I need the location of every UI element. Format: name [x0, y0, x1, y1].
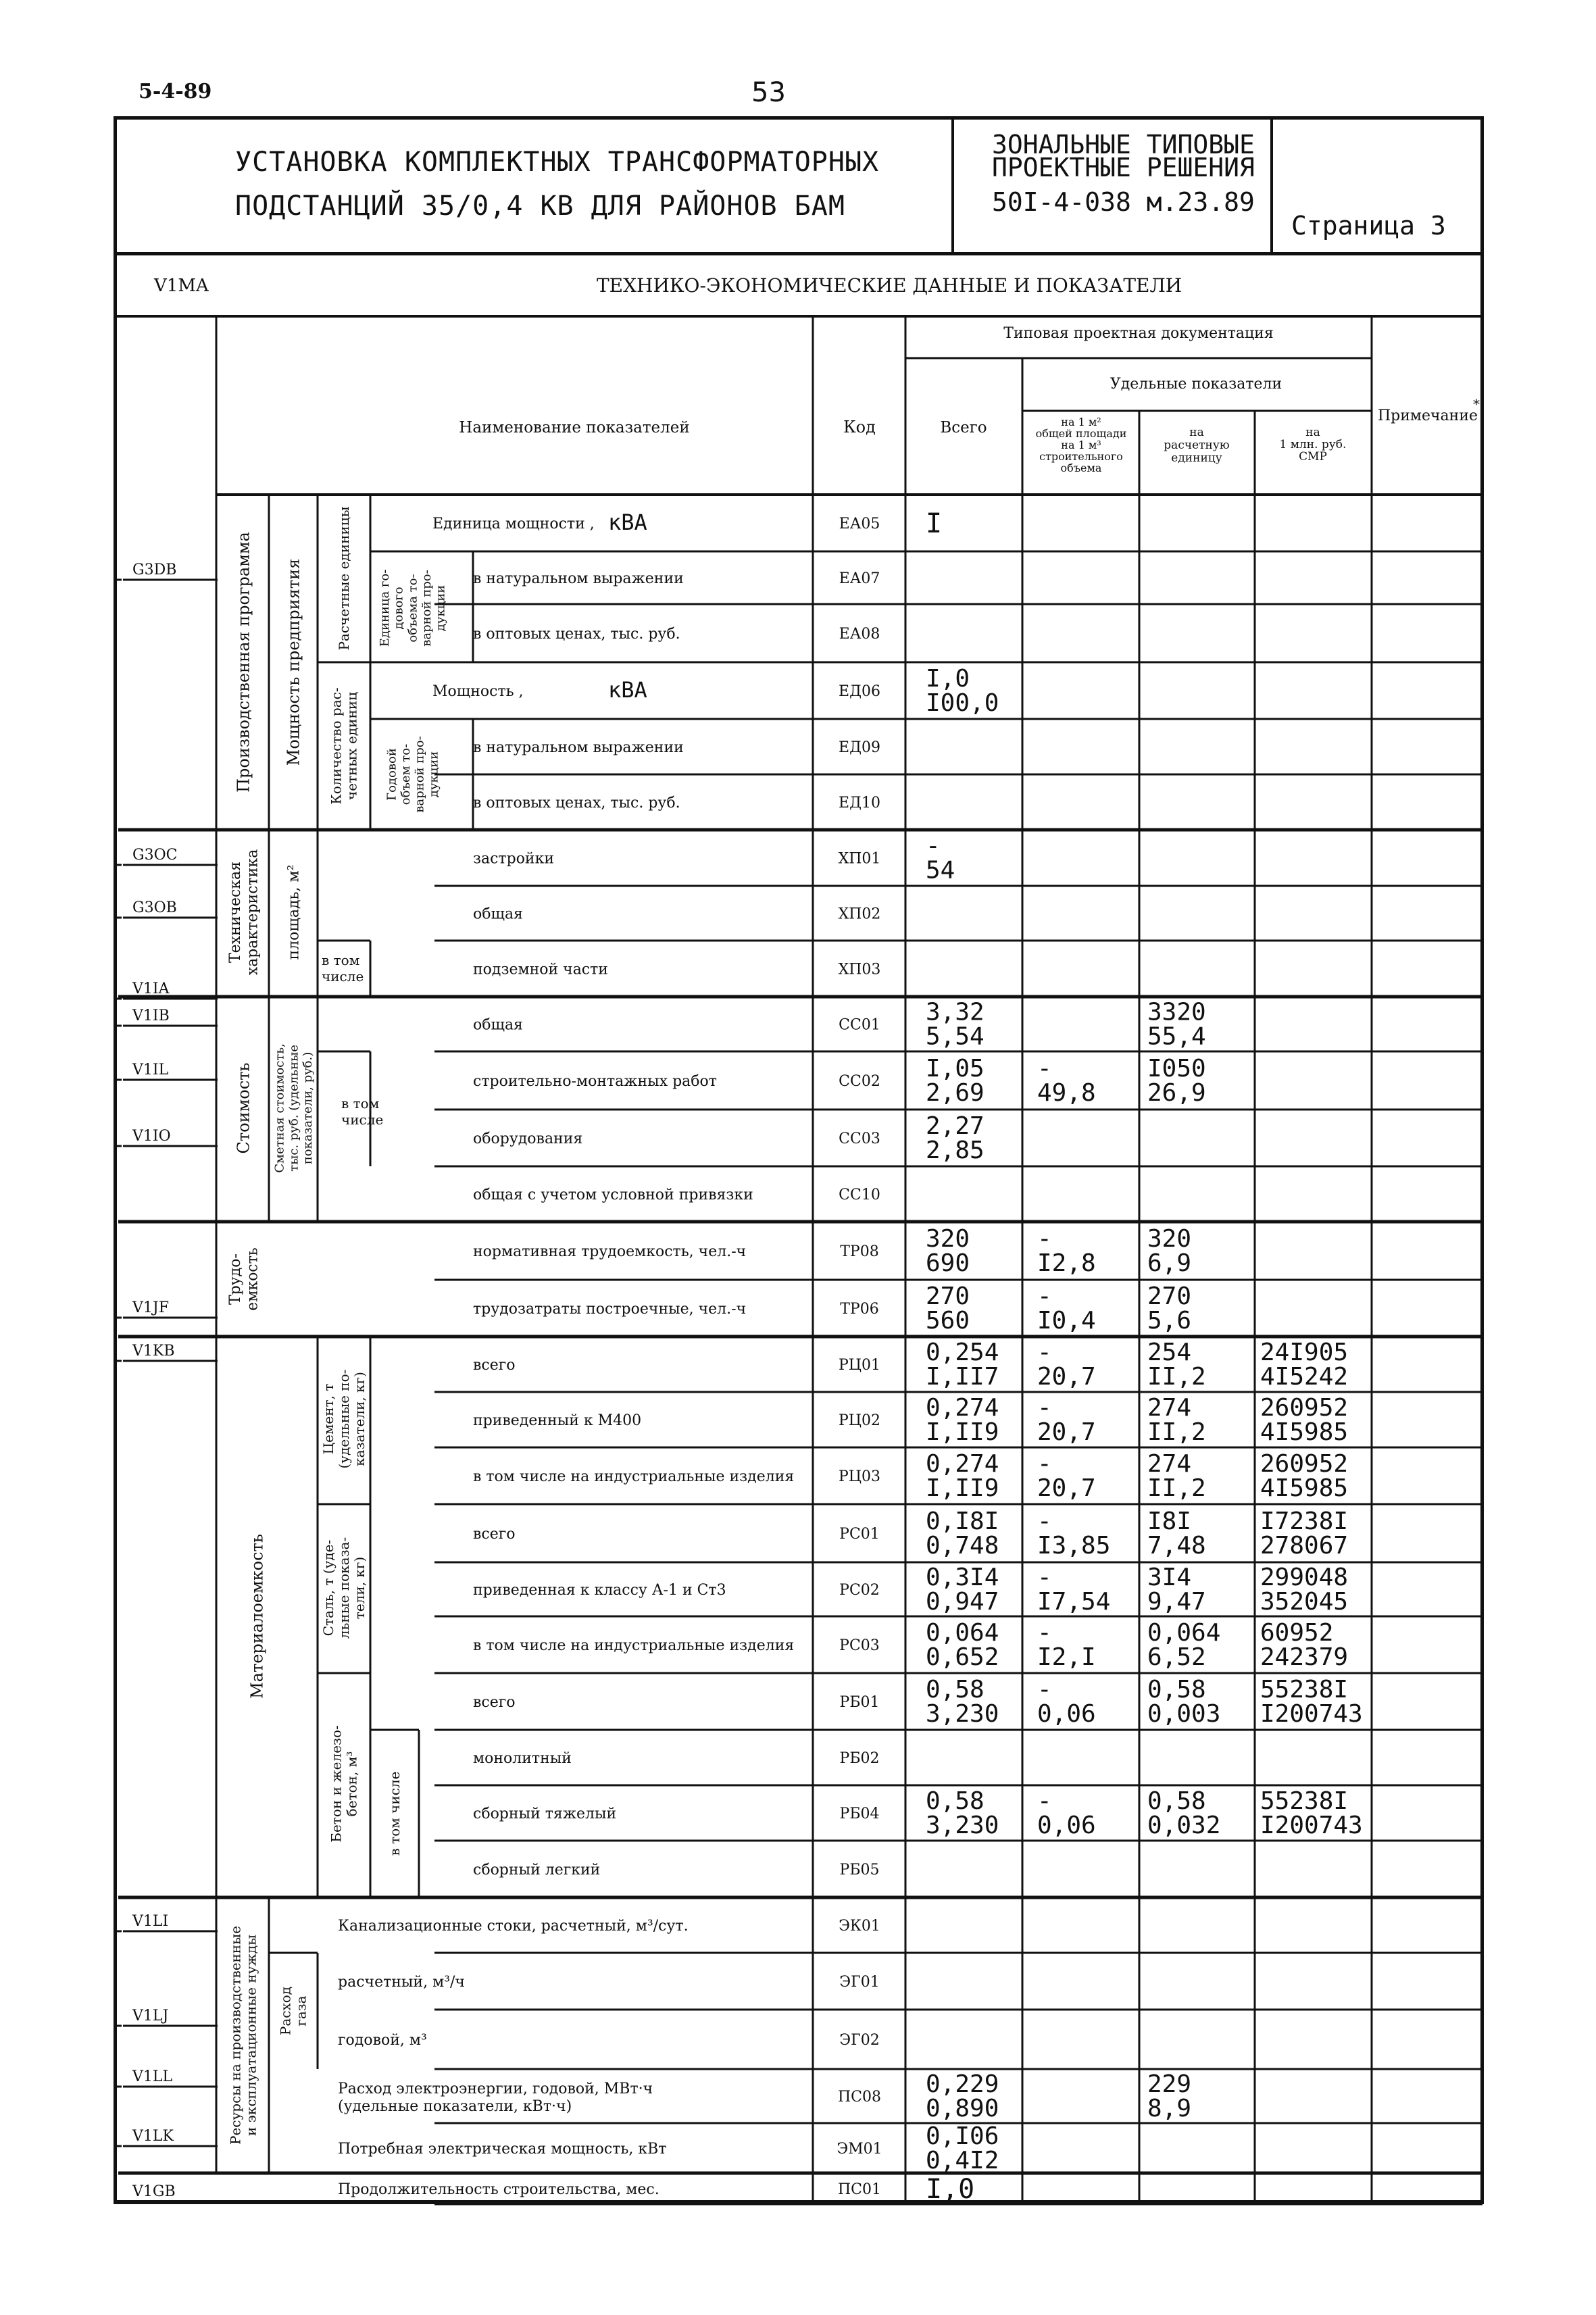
- row-total: I,0: [926, 2174, 975, 2205]
- group-capacity: Мощность предприятия: [284, 558, 303, 766]
- row-per-unit: 5,6: [1147, 1307, 1192, 1335]
- row-unit: кВА: [608, 509, 647, 535]
- row-code: РЦ01: [839, 1357, 880, 1374]
- row-code: ЭГ01: [839, 1974, 880, 1991]
- row-name: в оптовых ценах, тыс. руб.: [473, 626, 680, 643]
- row-per-unit: II,2: [1147, 1363, 1206, 1391]
- group-cement: (удельные по-: [336, 1369, 352, 1469]
- row-name: Единица мощности ,: [432, 516, 595, 532]
- row-per-unit: II,2: [1147, 1418, 1206, 1446]
- row-per-mln: 260952: [1260, 1394, 1349, 1422]
- row-code: РБ05: [839, 1862, 880, 1878]
- col-per-mln-header: на: [1305, 426, 1320, 439]
- row-code: ЭГ02: [839, 2032, 880, 2049]
- row-total: 560: [926, 1307, 970, 1335]
- group-qty-units: Количество рас-: [328, 687, 345, 805]
- col-typical-header: Типовая проектная документация: [1003, 325, 1274, 342]
- row-code: ЕД10: [839, 795, 880, 812]
- row-code: ХП01: [838, 850, 881, 868]
- side-code: V1LJ: [132, 2008, 169, 2024]
- document-date: 5-4-89: [139, 80, 212, 103]
- row-per-m2: 20,7: [1037, 1474, 1096, 1502]
- row-per-mln: I7238I: [1260, 1508, 1349, 1535]
- row-name: нормативная трудоемкость, чел.-ч: [473, 1243, 747, 1260]
- row-per-m2: -: [1037, 1394, 1052, 1422]
- row-code: ЕД06: [839, 683, 880, 700]
- row-code: РЦ02: [839, 1412, 880, 1429]
- row-total: 0,4I2: [926, 2147, 999, 2174]
- group-labor: Трудо-: [227, 1253, 245, 1305]
- group-cement: Цемент, т: [320, 1383, 336, 1455]
- group-steel: льные показа-: [336, 1537, 352, 1639]
- row-name: приведенная к классу А-1 и Ст3: [473, 1582, 726, 1599]
- row-name: строительно-монтажных работ: [473, 1073, 717, 1090]
- row-name: подземной части: [473, 961, 608, 978]
- group-prod-program: Производственная программа: [234, 532, 253, 793]
- group-material: Материалоемкость: [247, 1534, 267, 1699]
- row-name: оборудования: [473, 1130, 583, 1147]
- side-code: V1JF: [132, 1299, 169, 1316]
- side-code: V1KB: [132, 1343, 175, 1360]
- row-per-m2: 0,06: [1037, 1812, 1096, 1839]
- col-per-mln-header: СМР: [1299, 450, 1327, 464]
- row-total: 0,229: [926, 2070, 999, 2098]
- row-per-unit: 270: [1147, 1283, 1192, 1310]
- row-total: 0,58: [926, 1676, 984, 1703]
- row-name: приведенный к М400: [473, 1412, 642, 1429]
- row-total: 54: [926, 856, 955, 885]
- group-annual-volume: варной про-: [412, 736, 427, 813]
- col-per-m2-header: на 1 м²: [1061, 416, 1101, 428]
- row-total: 0,I8I: [926, 1508, 999, 1535]
- group-qty-units: четных единиц: [343, 691, 360, 801]
- row-total: 2,85: [926, 1137, 984, 1164]
- row-per-unit: 26,9: [1147, 1079, 1206, 1107]
- row-code: ПС01: [837, 2181, 882, 2198]
- group-incl-concrete: в том числе: [386, 1771, 403, 1856]
- row-per-m2: 0,06: [1037, 1700, 1096, 1728]
- group-labor: емкость: [244, 1247, 261, 1311]
- group-resources: Ресурсы на производственные: [227, 1926, 244, 2145]
- row-total: 690: [926, 1249, 970, 1277]
- row-per-m2: -: [1037, 1225, 1052, 1253]
- row-total: I: [926, 508, 943, 539]
- row-total: 5,54: [926, 1022, 984, 1051]
- row-name: в натуральном выражении: [473, 570, 684, 587]
- row-total: 0,254: [926, 1339, 999, 1366]
- row-name: сборный легкий: [473, 1862, 601, 1878]
- col-per-mln-header: 1 млн. руб.: [1279, 438, 1347, 451]
- section-code: V1MA: [154, 276, 209, 296]
- row-total: I,II9: [926, 1474, 999, 1502]
- row-per-unit: 0,58: [1147, 1787, 1206, 1815]
- row-name: в том числе на индустриальные изделия: [473, 1637, 795, 1654]
- row-total: 0,58: [926, 1787, 984, 1815]
- side-code: V1LK: [132, 2128, 174, 2145]
- row-name: Потребная электрическая мощность, кВт: [338, 2141, 667, 2158]
- group-annual-unit: дового: [391, 587, 406, 630]
- col-per-m2-header: на 1 м³: [1061, 439, 1101, 451]
- row-per-unit: 254: [1147, 1339, 1192, 1366]
- row-per-mln: I200743: [1260, 1700, 1363, 1728]
- col-per-m2-header: объема: [1060, 462, 1102, 474]
- row-code: СС01: [839, 1016, 880, 1034]
- row-per-unit: 8,9: [1147, 2095, 1192, 2122]
- side-code: G3OB: [132, 899, 177, 916]
- row-total: 0,274: [926, 1450, 999, 1478]
- row-code: ТР08: [840, 1243, 879, 1260]
- row-name: застройки: [473, 850, 555, 868]
- side-code: V1IA: [132, 980, 170, 997]
- row-total: 0,748: [926, 1532, 999, 1560]
- col-per-unit-header: единицу: [1171, 451, 1222, 465]
- row-name: Мощность ,: [432, 683, 524, 700]
- row-name: всего: [473, 1694, 516, 1711]
- row-per-unit: 0,032: [1147, 1812, 1221, 1839]
- row-per-m2: -: [1037, 1339, 1052, 1366]
- group-incl: в том: [322, 952, 360, 968]
- row-name: Расход электроэнергии, годовой, МВт·ч: [338, 2081, 653, 2097]
- group-gas: Расход: [277, 1986, 294, 2036]
- row-code: РС03: [839, 1637, 880, 1654]
- row-name: в том числе на индустриальные изделия: [473, 1468, 795, 1485]
- row-per-unit: 3I4: [1147, 1564, 1192, 1591]
- row-code: РБ04: [839, 1806, 880, 1822]
- row-per-unit: 3320: [1147, 998, 1206, 1026]
- page-label: Страница 3: [1291, 211, 1446, 241]
- side-code: G3DB: [132, 562, 177, 578]
- section-title: ТЕХНИКО-ЭКОНОМИЧЕСКИЕ ДАННЫЕ И ПОКАЗАТЕЛИ: [597, 274, 1182, 297]
- row-per-unit: 6,9: [1147, 1249, 1192, 1277]
- row-total: 2,69: [926, 1079, 984, 1107]
- col-code-header: Код: [843, 418, 876, 437]
- group-concrete: бетон, м³: [343, 1751, 360, 1817]
- row-per-m2: I0,4: [1037, 1307, 1096, 1335]
- row-name: Продолжительность строительства, мес.: [338, 2181, 659, 2198]
- side-code: G3OC: [132, 847, 178, 864]
- row-per-unit: 0,58: [1147, 1676, 1206, 1703]
- row-per-mln: 260952: [1260, 1450, 1349, 1478]
- row-total: I,II7: [926, 1363, 999, 1391]
- row-unit: кВА: [608, 677, 647, 703]
- row-total: 3,230: [926, 1812, 999, 1839]
- row-total: I,05: [926, 1055, 984, 1082]
- group-tech-char: характеристика: [244, 849, 261, 976]
- row-code: ЭК01: [839, 1918, 880, 1935]
- group-steel: тели, кг): [351, 1556, 368, 1620]
- row-per-unit: 7,48: [1147, 1532, 1206, 1560]
- row-total: I00,0: [926, 689, 999, 717]
- row-code: ЕА05: [839, 516, 880, 532]
- row-per-unit: 274: [1147, 1450, 1192, 1478]
- row-code: ЕА07: [839, 570, 880, 587]
- row-per-m2: I2,8: [1037, 1249, 1096, 1277]
- row-per-mln: 55238I: [1260, 1676, 1349, 1703]
- row-code: СС02: [839, 1073, 880, 1090]
- row-per-unit: 274: [1147, 1394, 1192, 1422]
- row-name: расчетный, м³/ч: [338, 1974, 465, 1991]
- row-per-mln: 4I5242: [1260, 1363, 1349, 1391]
- row-total: 0,3I4: [926, 1564, 999, 1591]
- row-total: 0,064: [926, 1619, 999, 1647]
- row-per-m2: -: [1037, 1787, 1052, 1815]
- group-cost: Стоимость: [234, 1062, 253, 1154]
- row-name: Канализационные стоки, расчетный, м³/сут.: [338, 1918, 689, 1935]
- row-total: I,II9: [926, 1418, 999, 1446]
- row-per-m2: -: [1037, 1564, 1052, 1591]
- row-per-m2: I2,I: [1037, 1643, 1096, 1671]
- col-specific-header: Удельные показатели: [1109, 376, 1282, 393]
- row-code: РС01: [839, 1526, 880, 1543]
- group-annual-unit: дукции: [433, 584, 448, 632]
- row-per-m2: -: [1037, 1619, 1052, 1647]
- row-per-m2: -: [1037, 1676, 1052, 1703]
- row-code: ТР06: [840, 1301, 879, 1318]
- row-name: всего: [473, 1526, 516, 1543]
- row-code: РЦ03: [839, 1468, 880, 1485]
- row-name: всего: [473, 1357, 516, 1374]
- group-annual-unit: объема то-: [405, 574, 420, 643]
- row-per-mln: 55238I: [1260, 1787, 1349, 1815]
- row-code: ХП02: [838, 905, 881, 923]
- side-code: V1GB: [132, 2183, 176, 2200]
- group-resources: и эксплуатационные нужды: [243, 1934, 259, 2137]
- row-per-m2: -: [1037, 1055, 1052, 1082]
- row-per-mln: 278067: [1260, 1532, 1349, 1560]
- row-total: -: [926, 832, 941, 860]
- row-total: 0,652: [926, 1643, 999, 1671]
- row-per-unit: 55,4: [1147, 1022, 1206, 1051]
- row-total: 3,32: [926, 998, 984, 1026]
- row-name: общая: [473, 1016, 523, 1034]
- col-per-m2-header: строительного: [1039, 450, 1123, 463]
- group-annual-volume: объем то-: [398, 743, 413, 805]
- row-per-mln: 24I905: [1260, 1339, 1349, 1366]
- row-per-m2: I3,85: [1037, 1532, 1111, 1560]
- row-per-m2: 20,7: [1037, 1418, 1096, 1446]
- row-per-unit: I8I: [1147, 1508, 1192, 1535]
- group-incl: числе: [322, 968, 364, 985]
- series-line-1: ЗОНАЛЬНЫЕ ТИПОВЫЕ: [992, 130, 1255, 159]
- row-per-unit: II,2: [1147, 1474, 1206, 1502]
- group-annual-unit: Единица го-: [377, 569, 392, 647]
- title-line-2: ПОДСТАНЦИЙ 35/0,4 КВ ДЛЯ РАЙОНОВ БАМ: [235, 191, 845, 222]
- row-name: сборный тяжелый: [473, 1806, 617, 1822]
- row-code: ЕА08: [839, 626, 880, 643]
- row-per-m2: 49,8: [1037, 1079, 1096, 1107]
- row-total: 270: [926, 1283, 970, 1310]
- col-per-unit-header: расчетную: [1164, 439, 1230, 452]
- row-total: 3,230: [926, 1700, 999, 1728]
- row-per-m2: I7,54: [1037, 1588, 1111, 1616]
- row-name: годовой, м³: [338, 2032, 427, 2049]
- group-est-cost: тыс. руб. (удельные: [286, 1045, 301, 1172]
- row-per-unit: I050: [1147, 1055, 1206, 1082]
- col-name-header: Наименование показателей: [459, 419, 690, 437]
- group-concrete: Бетон и железо-: [328, 1725, 345, 1843]
- group-tech-char: Техническая: [227, 861, 245, 964]
- row-per-m2: -: [1037, 1283, 1052, 1310]
- row-per-unit: 0,064: [1147, 1619, 1221, 1647]
- row-per-mln: 60952: [1260, 1619, 1334, 1647]
- col-per-m2-header: общей площади: [1035, 427, 1127, 440]
- row-per-mln: 299048: [1260, 1564, 1349, 1591]
- row-per-mln: I200743: [1260, 1812, 1363, 1839]
- row-name: трудозатраты построечные, чел.-ч: [473, 1301, 747, 1318]
- row-total: 0,I06: [926, 2122, 999, 2150]
- row-name: общая: [473, 905, 523, 923]
- side-code: V1LL: [132, 2068, 173, 2085]
- row-code: РБ01: [839, 1694, 880, 1711]
- col-note-header: Примечание: [1377, 407, 1478, 424]
- row-total: 0,274: [926, 1394, 999, 1422]
- side-code: V1IL: [132, 1062, 169, 1078]
- row-per-m2: -: [1037, 1508, 1052, 1535]
- row-code: СС10: [839, 1187, 880, 1203]
- row-per-unit: 320: [1147, 1225, 1192, 1253]
- col-total-header: Всего: [940, 419, 987, 437]
- row-total: 320: [926, 1225, 970, 1253]
- row-name-2: (удельные показатели, кВт·ч): [338, 2098, 572, 2115]
- group-est-cost: показатели, руб.): [301, 1051, 315, 1165]
- col-per-unit-header: на: [1189, 426, 1204, 439]
- row-code: СС03: [839, 1130, 880, 1147]
- page-number: 53: [751, 77, 786, 108]
- group-cement: казатели, кг): [351, 1372, 368, 1466]
- row-per-m2: -: [1037, 1450, 1052, 1478]
- row-name: монолитный: [473, 1750, 572, 1767]
- side-code: V1IB: [132, 1007, 170, 1024]
- row-per-mln: 352045: [1260, 1588, 1349, 1616]
- row-name: в оптовых ценах, тыс. руб.: [473, 795, 680, 812]
- group-annual-unit: варной про-: [420, 570, 434, 647]
- row-per-m2: 20,7: [1037, 1363, 1096, 1391]
- row-code: ХП03: [838, 961, 881, 978]
- row-per-mln: 4I5985: [1260, 1474, 1349, 1502]
- row-total: I,0: [926, 665, 970, 693]
- row-code: ЕД09: [839, 739, 880, 756]
- group-area: площадь, м²: [285, 864, 303, 960]
- row-total: 0,890: [926, 2095, 999, 2122]
- group-calc-units: Расчетные единицы: [336, 506, 352, 651]
- row-code: РС02: [839, 1582, 880, 1599]
- group-gas: газа: [293, 1995, 309, 2026]
- side-code: V1LI: [132, 1913, 169, 1930]
- group-est-cost: Сметная стоимость,: [272, 1043, 287, 1173]
- row-code: ЭМ01: [837, 2141, 882, 2158]
- row-code: ПС08: [837, 2089, 882, 2106]
- row-total: 0,947: [926, 1588, 999, 1616]
- row-per-unit: 6,52: [1147, 1643, 1206, 1671]
- group-incl: числе: [341, 1112, 384, 1128]
- row-code: РБ02: [839, 1750, 880, 1767]
- side-code: V1IO: [132, 1128, 171, 1145]
- group-annual-volume: дукции: [426, 751, 441, 798]
- series-line-2: ПРОЕКТНЫЕ РЕШЕНИЯ: [992, 153, 1255, 182]
- row-name: в натуральном выражении: [473, 739, 684, 756]
- group-incl: в том: [341, 1095, 380, 1112]
- title-line-1: УСТАНОВКА КОМПЛЕКТНЫХ ТРАНСФОРМАТОРНЫХ: [235, 147, 880, 178]
- group-steel: Сталь, т (уде-: [320, 1539, 336, 1637]
- row-per-mln: 242379: [1260, 1643, 1349, 1671]
- row-name: общая с учетом условной привязки: [473, 1187, 753, 1203]
- row-per-unit: 229: [1147, 2070, 1192, 2098]
- row-per-unit: 9,47: [1147, 1588, 1206, 1616]
- group-annual-volume: Годовой: [384, 748, 399, 801]
- row-per-unit: 0,003: [1147, 1700, 1221, 1728]
- note-asterisk: *: [1473, 396, 1480, 412]
- series-code: 50I-4-038 м.23.89: [992, 187, 1255, 217]
- row-per-mln: 4I5985: [1260, 1418, 1349, 1446]
- row-total: 2,27: [926, 1112, 984, 1140]
